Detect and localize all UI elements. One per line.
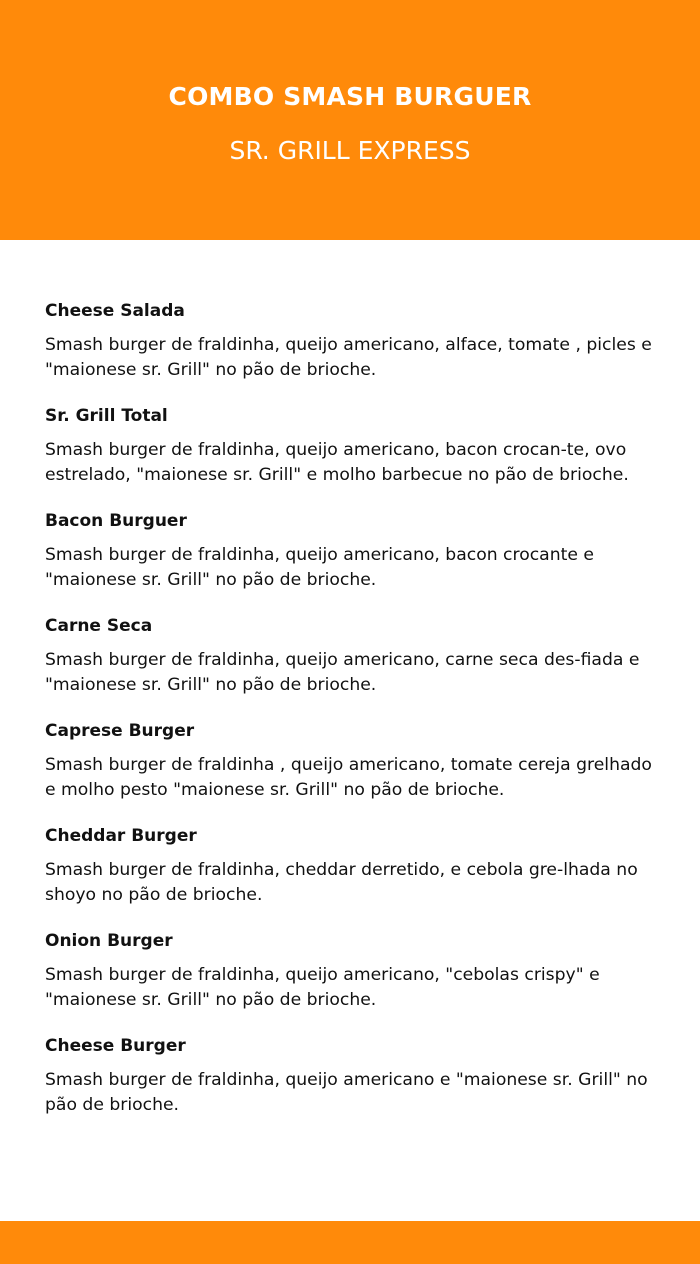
menu-item-name: Cheese Salada <box>45 301 185 321</box>
menu-item <box>45 927 657 1012</box>
menu-item-name: Caprese Burger <box>45 721 195 741</box>
menu-item <box>45 1032 657 1117</box>
restaurant-name: SR. GRILL EXPRESS <box>229 136 471 165</box>
menu-item-name: Carne Seca <box>45 616 153 636</box>
menu-item <box>45 297 657 382</box>
menu-item-description: Smash burger de fraldinha, queijo americano, "cebolas crispy" e "maionese sr. Grill" no pão de brioche. <box>45 965 600 1010</box>
page-title: COMBO SMASH BURGUER <box>168 82 532 111</box>
menu-item-name: Cheese Burger <box>45 1036 186 1056</box>
menu-item-name: Onion Burger <box>45 931 173 951</box>
menu-item-name: Cheddar Burger <box>45 826 197 846</box>
menu-item-description: Smash burger de fraldinha, queijo americano, carne seca des-fiada e "maionese sr. Grill" no pão de brioche. <box>45 650 640 695</box>
menu-item-description: Smash burger de fraldinha, queijo americano, alface, tomate , picles e "maionese sr. Grill" no pão de brioche. <box>45 335 652 380</box>
menu-item <box>45 612 657 697</box>
menu-item-description: Smash burger de fraldinha, queijo americano e "maionese sr. Grill" no pão de brioche. <box>45 1070 648 1115</box>
menu-item-description: Smash burger de fraldinha, cheddar derretido, e cebola gre-lhada no shoyo no pão de brioche. <box>45 860 638 905</box>
menu-list <box>45 297 657 1137</box>
footer-bar <box>0 1221 700 1264</box>
menu-item-name: Bacon Burguer <box>45 511 187 531</box>
menu-item-description: Smash burger de fraldinha , queijo americano, tomate cereja grelhado e molho pesto "maionese sr. Grill" no pão de brioche. <box>45 755 652 800</box>
menu-item-name: Sr. Grill Total <box>45 406 168 426</box>
menu-item <box>45 507 657 592</box>
header-banner <box>0 0 700 240</box>
menu-item-description: Smash burger de fraldinha, queijo americano, bacon crocan-te, ovo estrelado, "maionese sr. Grill" e molho barbecue no pão de brioche. <box>45 440 629 485</box>
menu-item-description: Smash burger de fraldinha, queijo americano, bacon crocante e "maionese sr. Grill" no pão de brioche. <box>45 545 594 590</box>
menu-item <box>45 717 657 802</box>
menu-item <box>45 822 657 907</box>
menu-item <box>45 402 657 487</box>
